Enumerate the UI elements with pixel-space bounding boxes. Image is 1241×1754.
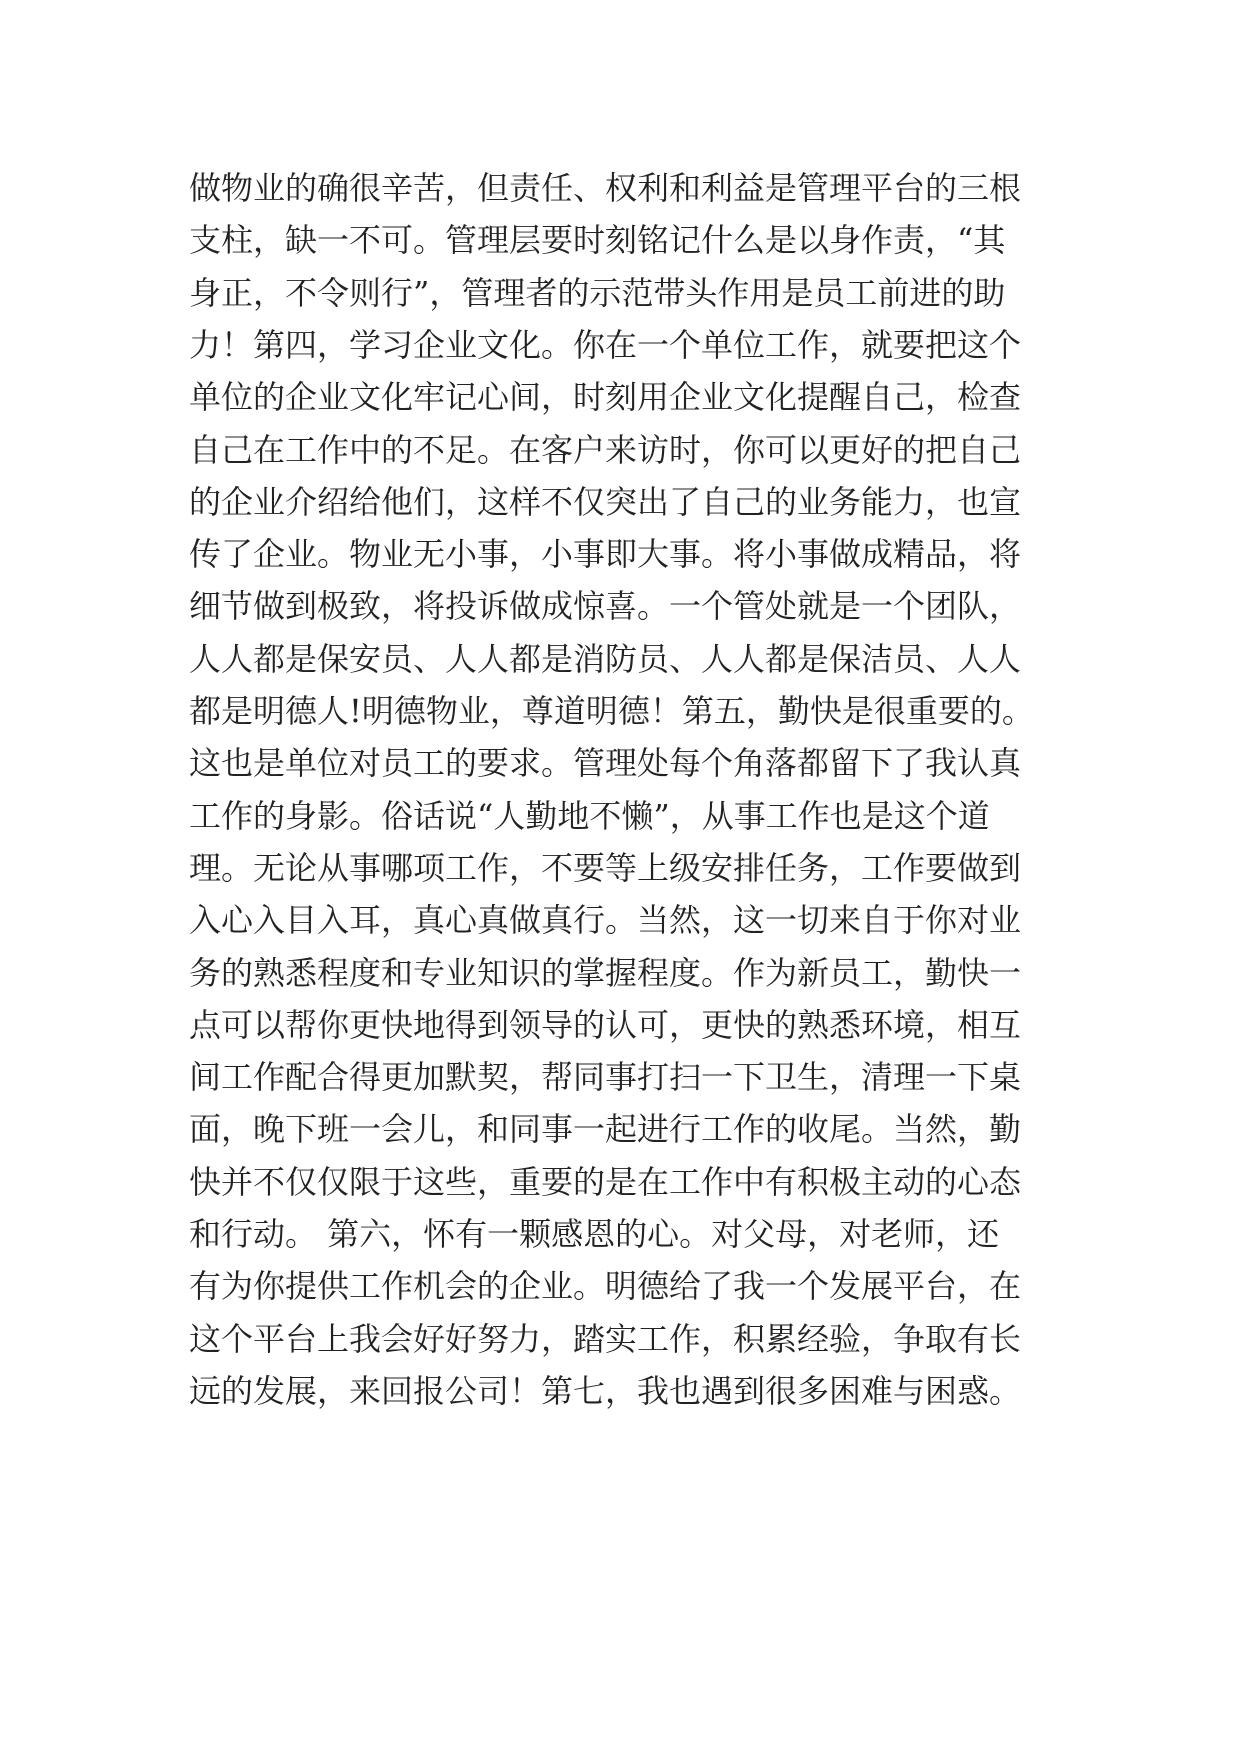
text-line: 和行动。 第六，怀有一颗感恩的心。对父母，对老师，还 — [189, 1215, 1000, 1253]
text-line: 务的熟悉程度和专业知识的掌握程度。作为新员工，勤快一 — [189, 953, 1022, 992]
text-line: 单位的企业文化牢记心间，时刻用企业文化提醒自己，检查 — [189, 378, 1022, 417]
text-line: 远的发展，来回报公司！第七，我也遇到很多困难与困惑。 — [189, 1371, 1022, 1410]
text-line: 这个平台上我会好好努力，踏实工作，积累经验，争取有长 — [189, 1319, 1022, 1358]
text-line: 点可以帮你更快地得到领导的认可，更快的熟悉环境，相互 — [189, 1005, 1022, 1044]
text-line: 传了企业。物业无小事，小事即大事。将小事做成精品，将 — [189, 535, 1022, 574]
text-line: 快并不仅仅限于这些，重要的是在工作中有积极主动的心态 — [189, 1162, 1022, 1201]
text-line: 都是明德人!明德物业，尊道明德！第五，勤快是很重要的。 — [189, 692, 1034, 730]
text-line: 身正，不令则行”，管理者的示范带头作用是员工前进的助 — [189, 273, 1006, 312]
text-line: 支柱，缺一不可。管理层要时刻铭记什么是以身作责，“其 — [189, 221, 1006, 260]
text-line: 理。无论从事哪项工作，不要等上级安排任务，工作要做到 — [189, 848, 1022, 887]
text-line: 这也是单位对员工的要求。管理处每个角落都留下了我认真 — [189, 744, 1022, 783]
text-line: 人人都是保安员、人人都是消防员、人人都是保洁员、人人 — [189, 639, 1022, 678]
text-line: 入心入目入耳，真心真做真行。当然，这一切来自于你对业 — [189, 901, 1022, 940]
text-line: 力！第四，学习企业文化。你在一个单位工作，就要把这个 — [189, 325, 1022, 364]
text-line: 自己在工作中的不足。在客户来访时，你可以更好的把自己 — [189, 430, 1022, 469]
text-line: 面，晚下班一会儿，和同事一起进行工作的收尾。当然，勤 — [189, 1110, 1022, 1149]
text-line: 间工作配合得更加默契，帮同事打扫一下卫生，清理一下桌 — [189, 1058, 1022, 1097]
text-line: 的企业介绍给他们，这样不仅突出了自己的业务能力，也宣 — [189, 482, 1022, 521]
text-line: 有为你提供工作机会的企业。明德给了我一个发展平台，在 — [189, 1267, 1022, 1306]
text-line: 细节做到极致，将投诉做成惊喜。一个管处就是一个团队， — [189, 587, 1022, 626]
text-line: 工作的身影。俗话说“人勤地不懒”，从事工作也是这个道 — [189, 796, 990, 835]
text-line: 做物业的确很辛苦，但责任、权利和利益是管理平台的三根 — [189, 169, 1022, 207]
